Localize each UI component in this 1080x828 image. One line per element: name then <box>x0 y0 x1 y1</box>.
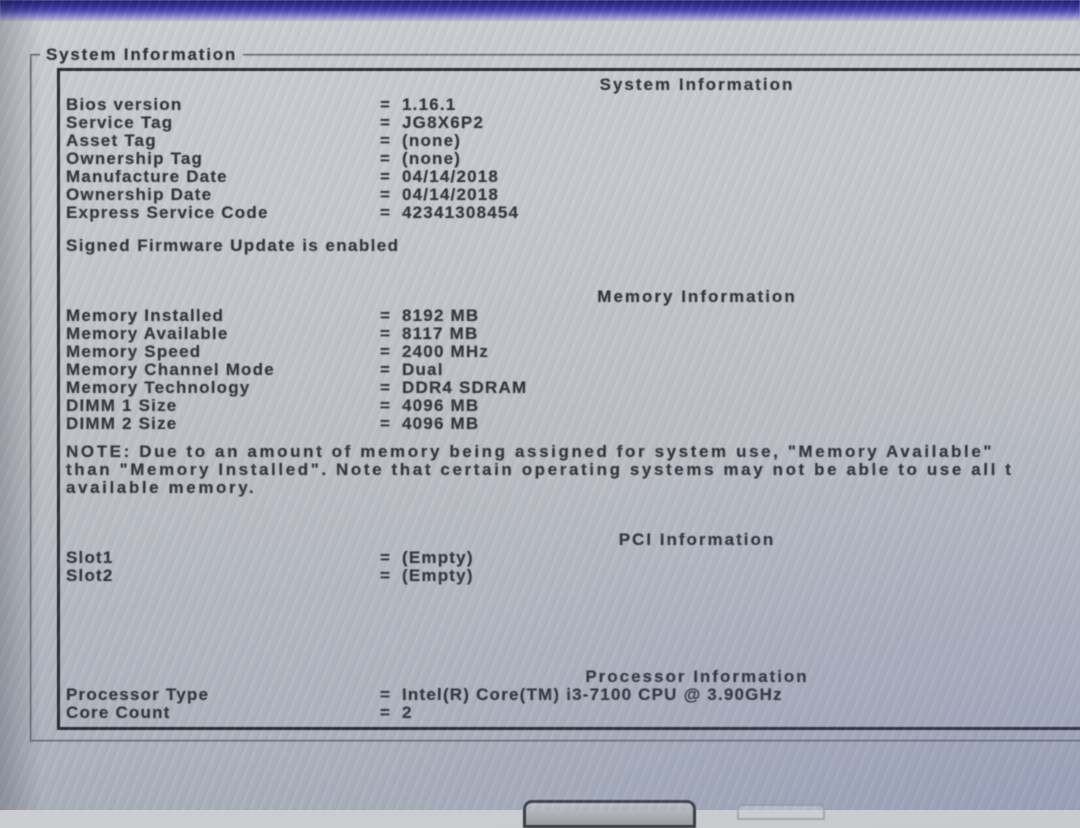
partial-button[interactable] <box>523 800 696 828</box>
row-value: (none) <box>402 149 462 168</box>
equals-sign: = <box>380 131 392 150</box>
screen-top-edge <box>0 0 1080 21</box>
row-value: Dual <box>402 360 444 379</box>
pci-rows <box>60 549 1080 585</box>
info-row <box>60 186 1080 204</box>
memory-note <box>66 443 1080 497</box>
info-row <box>60 325 1080 343</box>
row-value: 4096 MB <box>402 396 480 415</box>
partial-button[interactable] <box>737 804 825 820</box>
memory-rows <box>60 307 1080 433</box>
row-label: DIMM 2 Size <box>66 414 178 433</box>
row-label: Processor Type <box>66 685 210 704</box>
equals-sign: = <box>380 95 392 114</box>
info-row <box>60 307 1080 325</box>
info-row <box>60 96 1080 114</box>
section-header-processor: Processor Information <box>585 667 809 686</box>
info-row <box>60 343 1080 361</box>
group-legend: System Information <box>46 45 238 64</box>
equals-sign: = <box>380 113 392 132</box>
equals-sign: = <box>380 203 392 222</box>
info-panel <box>57 68 1080 730</box>
row-value: 8117 MB <box>402 324 479 343</box>
info-row <box>60 567 1080 585</box>
equals-sign: = <box>380 566 392 585</box>
equals-sign: = <box>380 414 392 433</box>
info-row <box>60 549 1080 567</box>
row-label: Service Tag <box>66 113 174 132</box>
section-header-system: System Information <box>599 75 795 94</box>
row-value: 42341308454 <box>402 203 520 222</box>
equals-sign: = <box>380 360 392 379</box>
equals-sign: = <box>380 342 392 361</box>
row-label: Express Service Code <box>66 203 269 222</box>
info-row <box>60 114 1080 132</box>
info-row <box>60 150 1080 168</box>
row-value: 4096 MB <box>402 414 480 433</box>
row-label: Asset Tag <box>66 131 157 150</box>
row-label: Slot2 <box>66 566 114 585</box>
row-label: Memory Available <box>66 324 229 343</box>
equals-sign: = <box>380 378 392 397</box>
row-label: Bios version <box>66 95 183 114</box>
info-row <box>60 168 1080 186</box>
equals-sign: = <box>380 685 392 704</box>
memory-note-line: NOTE: Due to an amount of memory being assigned for system use, "Memory Available" <box>66 442 995 461</box>
row-label: Manufacture Date <box>66 167 228 186</box>
processor-rows <box>60 686 1080 722</box>
row-label: Core Count <box>66 703 171 722</box>
row-value: (none) <box>402 131 462 150</box>
row-value: 2 <box>402 703 413 722</box>
memory-note-line: available memory. <box>66 478 257 497</box>
info-row <box>60 361 1080 379</box>
row-label: DIMM 1 Size <box>66 396 178 415</box>
section-header-memory: Memory Information <box>597 287 797 306</box>
row-value: Intel(R) Core(TM) i3-7100 CPU @ 3.90GHz <box>402 685 783 704</box>
info-row <box>60 704 1080 722</box>
row-label: Ownership Date <box>66 185 213 204</box>
section-header-pci: PCI Information <box>618 530 776 549</box>
info-row <box>60 415 1080 433</box>
row-value: 8192 MB <box>402 306 480 325</box>
firmware-status-text: Signed Firmware Update is enabled <box>66 236 400 255</box>
row-label: Memory Installed <box>66 306 225 325</box>
row-value: DDR4 SDRAM <box>402 378 528 397</box>
info-row <box>60 379 1080 397</box>
row-value: 04/14/2018 <box>402 167 500 186</box>
row-value: 2400 MHz <box>402 342 490 361</box>
row-label: Ownership Tag <box>66 149 204 168</box>
equals-sign: = <box>380 396 392 415</box>
row-value: 04/14/2018 <box>402 185 500 204</box>
equals-sign: = <box>380 167 392 186</box>
equals-sign: = <box>380 703 392 722</box>
row-label: Memory Technology <box>66 378 251 397</box>
info-row <box>60 204 1080 222</box>
memory-note-line: than "Memory Installed". Note that certain operating systems may not be able to use all t <box>66 460 1014 479</box>
equals-sign: = <box>380 548 392 567</box>
row-value: (Empty) <box>402 548 474 567</box>
system-rows <box>60 96 1080 222</box>
row-label: Memory Speed <box>66 342 202 361</box>
row-value: (Empty) <box>402 566 474 585</box>
equals-sign: = <box>380 306 392 325</box>
info-row <box>60 397 1080 415</box>
equals-sign: = <box>380 149 392 168</box>
info-row <box>60 132 1080 150</box>
row-value: JG8X6P2 <box>402 113 485 132</box>
row-value: 1.16.1 <box>402 95 457 114</box>
info-row <box>60 686 1080 704</box>
equals-sign: = <box>380 185 392 204</box>
row-label: Memory Channel Mode <box>66 360 275 379</box>
equals-sign: = <box>380 324 392 343</box>
row-label: Slot1 <box>66 548 114 567</box>
